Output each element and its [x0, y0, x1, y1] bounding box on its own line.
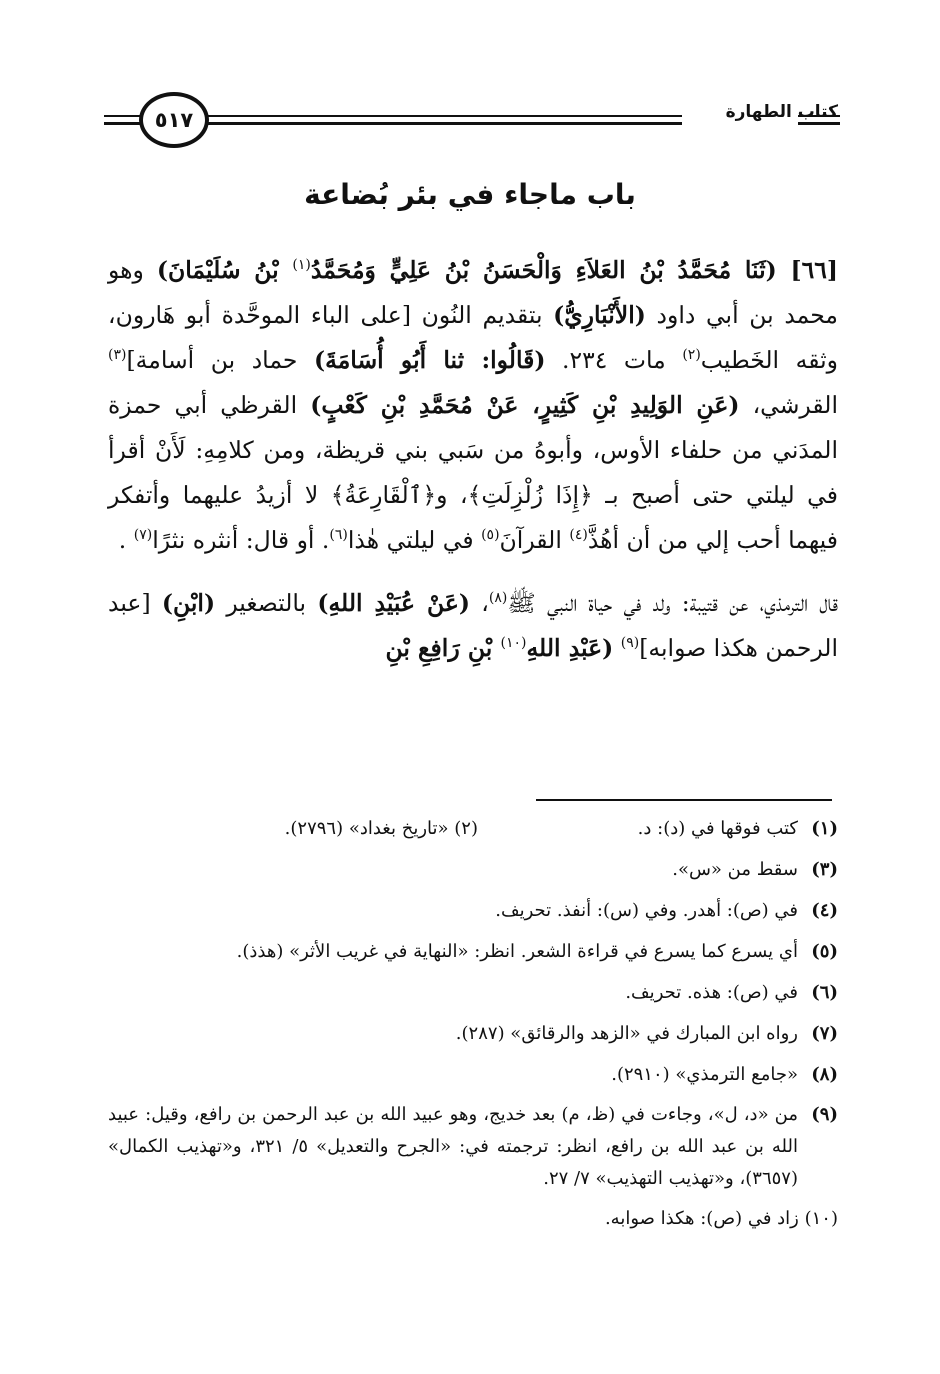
footnote-text: في (ص): أهدر. وفي (س): أنفذ. تحريف. — [495, 900, 798, 921]
footnote-marker: (٧) — [133, 527, 153, 544]
hadith-text: (قَالُوا: ثنا أَبُو أُسَامَةَ) — [314, 346, 546, 374]
footnote — [108, 853, 838, 887]
commentary-text: [عبد الرحمن هكذا صوابه] — [108, 589, 838, 662]
footnote — [108, 1099, 838, 1195]
footnote-number: (١) — [811, 818, 838, 839]
footnote — [108, 935, 838, 969]
footnote-marker: (١) — [292, 257, 311, 274]
header-rule — [104, 122, 144, 125]
page-number-badge — [139, 92, 209, 148]
footnote-marker: (٦) — [329, 527, 348, 544]
footnote-text: (١٠) زاد في (ص): هكذا صوابه. — [604, 1208, 838, 1229]
commentary-text: مات ٢٣٤. — [545, 346, 683, 374]
hadith-text: (عَنِ الوَلِيدِ بْنِ كَثِيرٍ، عَنْ مُحَمَّدِ بْنِ كَعْبٍ) — [310, 391, 740, 419]
footnote-marker: (٨) — [488, 590, 508, 607]
footnote — [108, 812, 838, 846]
footnote — [108, 976, 838, 1010]
hadith-text: (الأَنْبَارِيُّ) — [553, 301, 646, 329]
footnote — [108, 894, 838, 928]
hadith-text: (ابْنِ) — [161, 589, 216, 617]
footnote-text: (٢) «تاريخ بغداد» (٢٧٩٦). — [284, 818, 478, 839]
footnote-number: (٦) — [811, 982, 838, 1003]
header-rule — [204, 115, 682, 117]
footnote-marker: (٣) — [108, 347, 127, 364]
page-number: ٥١٧ — [154, 108, 194, 132]
commentary-text: بتقديم النُون [على الباء الموحَّدة أبو هَارون، وثقه الخَطيب — [108, 301, 838, 374]
footnote — [108, 1202, 838, 1236]
footnote — [108, 1017, 838, 1051]
hadith-text: (عَبْدِ اللهِ — [526, 634, 614, 662]
footnote-number: (٧) — [811, 1023, 838, 1044]
footnote — [108, 1058, 838, 1092]
header-rule — [204, 122, 682, 125]
footnote-number: (٩) — [811, 1104, 838, 1125]
hadith-text: بْنِ رَافِعِ بْنِ — [385, 634, 501, 662]
footnote-marker: (٥) — [481, 527, 500, 544]
header-rule — [104, 115, 144, 117]
commentary-text: القرآنَ — [499, 526, 570, 554]
footnote-text: سقط من «س». — [672, 859, 798, 880]
footnote-number: (٥) — [811, 941, 838, 962]
running-header: كتاب الطهارة — [725, 102, 838, 122]
main-text — [108, 248, 838, 671]
footnote-marker: (٢) — [682, 347, 701, 364]
footnote-text: في (ص): هذه. تحريف. — [625, 982, 798, 1003]
footnote-number: (٤) — [811, 900, 838, 921]
commentary-text: وهو محمد بن أبي داود — [108, 256, 838, 329]
commentary-text: في ليلتي هٰذا — [347, 526, 482, 554]
footnote-text: أي يسرع كما يسرع في قراءة الشعر. انظر: «النهاية في غريب الأثر» (هذذ). — [236, 941, 798, 962]
footnote-text: من «د، ل»، وجاءت في (ظ، م) بعد خديج، وهو عبيد الله بن عبد الرحمن بن رافع، وقيل: عبيد الله بن عبد الله بن رافع، انظر: ترجمته في: «الجرح والتعديل» ٥/ ٣٢١، و«تهذيب الكمال» (٣٦٥٧)، و«تهذيب التهذيب» ٧/ ٢٧. — [108, 1104, 798, 1189]
hadith-text: (عَنْ عُبَيْدِ اللهِ) — [317, 589, 471, 617]
footnote-marker: (٤) — [569, 527, 588, 544]
commentary-text — [613, 634, 620, 662]
commentary-text: القرظي أبي حمزة المدَني من حلفاء الأوس، وأبوهُ من سَبي بني قريظة، ومن كلامِهِ: لَأَنْ أقرأ في ليلتي حتى أصبح بـ ﴿إِذَا زُلْزِلَتِ﴾، و﴿ٱلْقَارِعَةُ﴾ لا أزيدُ عليهما وأتفكر فيهما أحب إلي من أن أهُذَّ — [108, 391, 838, 554]
footnote-text: كتب فوقها في (د): د. — [637, 818, 798, 839]
commentary-text: . — [118, 526, 134, 554]
footnote-text: «جامع الترمذي» (٢٩١٠). — [611, 1064, 798, 1085]
hadith-text: [٦٦] (ثَنَا مُحَمَّدُ بْنُ العَلاَءِ وَالْحَسَنُ بْنُ عَلِيٍّ وَمُحَمَّدُ — [310, 256, 839, 284]
commentary-text: . أو قال: أنثره نثرًا — [152, 526, 330, 554]
footnote-number: (٣) — [811, 859, 838, 880]
footnote-marker: (٩) — [620, 635, 640, 652]
commentary-text: حماد بن أسامة] — [126, 346, 314, 374]
footnotes — [108, 812, 838, 1243]
paragraph — [108, 581, 838, 671]
paragraph — [108, 248, 838, 563]
commentary-text: ، — [470, 589, 489, 617]
footnote-number: (٨) — [811, 1064, 838, 1085]
chapter-title: باب ماجاء في بئر بُضاعة — [304, 178, 636, 211]
footnote-marker: (١٠) — [500, 635, 527, 652]
hadith-text: بْنُ سُلَيْمَانَ) — [156, 256, 293, 284]
footnote-separator — [536, 799, 832, 801]
commentary-text: قال الترمذي، عن قتيبة: ولد في حياة النبي ﷺ — [507, 589, 839, 617]
commentary-text: القرشي، — [739, 391, 838, 419]
footnote-text: رواه ابن المبارك في «الزهد والرقائق» (٢٨٧). — [455, 1023, 798, 1044]
commentary-text: بالتصغير — [215, 589, 318, 617]
